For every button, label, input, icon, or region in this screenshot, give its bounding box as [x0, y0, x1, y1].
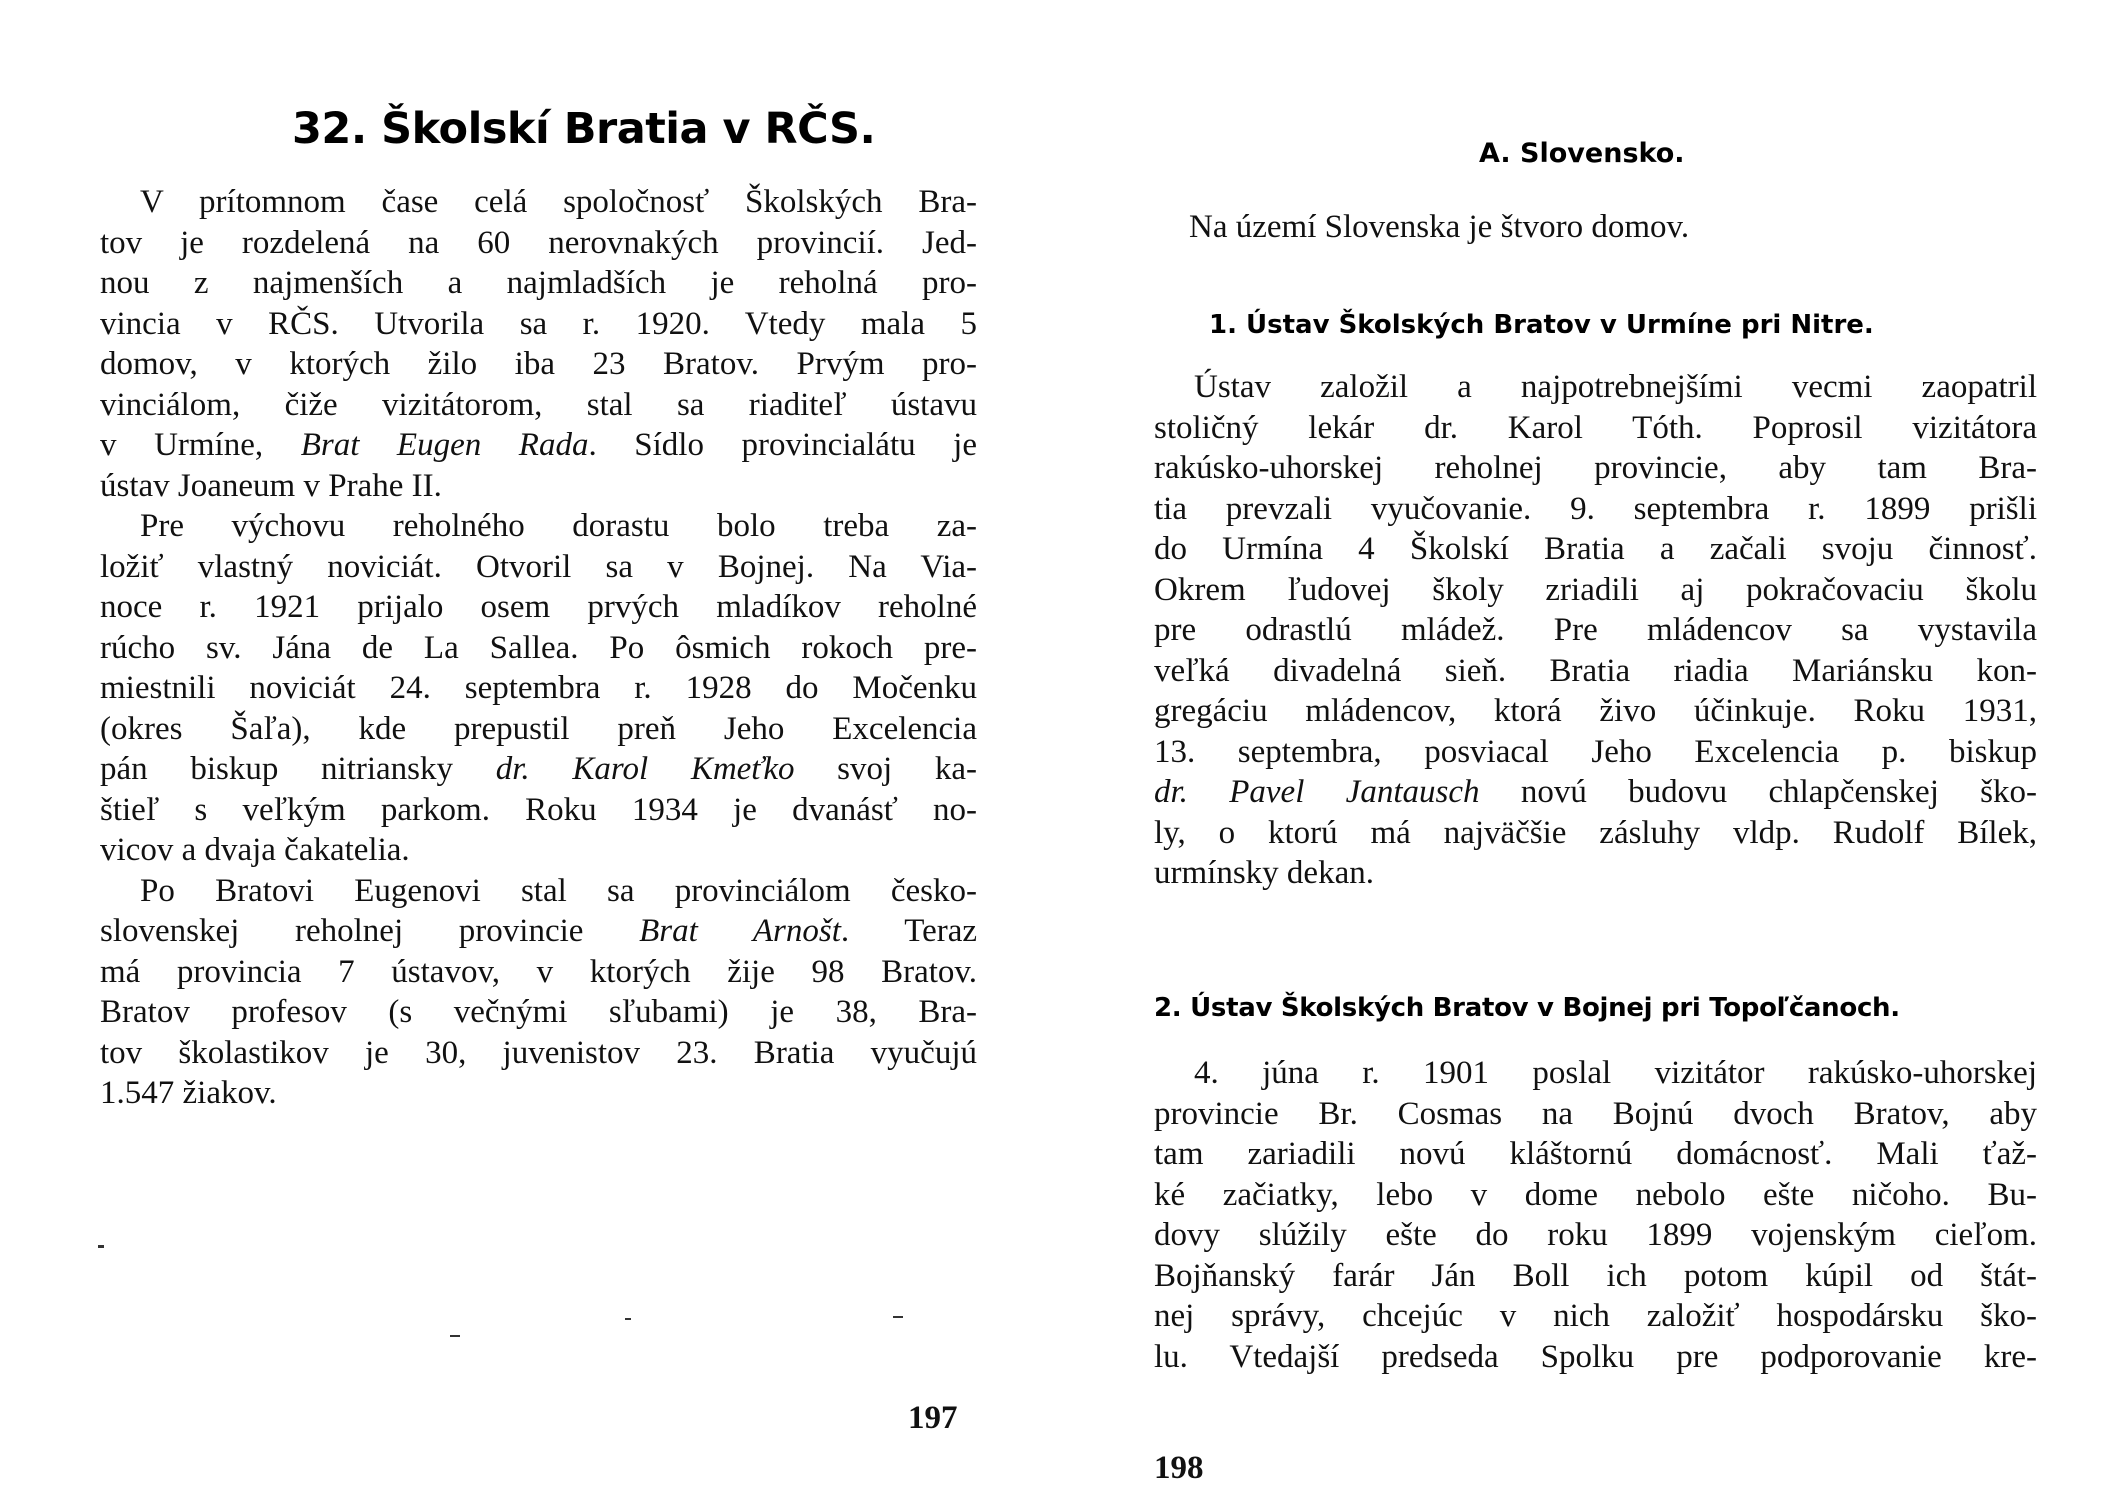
- text-line: V prítomnom čase celá spoločnosť Školských Bra-: [140, 184, 977, 220]
- text-line: pán biskup nitriansky dr. Karol Kmeťko svoj ka-: [100, 751, 977, 787]
- text-line: Okrem ľudovej školy zriadili aj pokračovaciu školu: [1154, 571, 2037, 608]
- text-line: v Urmíne, Brat Eugen Rada. Sídlo provincialátu je: [100, 427, 977, 463]
- text-line: Pre výchovu reholného dorastu bolo treba za-: [140, 508, 977, 544]
- text-line: ly, o ktorú má najväčšie zásluhy vldp. Rudolf Bílek,: [1154, 814, 2037, 851]
- text-line: ké začiatky, lebo v dome nebolo ešte ničoho. Bu-: [1154, 1176, 2037, 1213]
- section-heading-bojna: 2. Ústav Školských Bratov v Bojnej pri Topoľčanoch.: [1154, 993, 1900, 1023]
- page-number: 197: [908, 1400, 958, 1436]
- text-line: lu. Vtedajší predseda Spolku pre podporovanie kre-: [1154, 1338, 2037, 1375]
- text-line: dovy slúžily ešte do roku 1899 vojenským cieľom.: [1154, 1217, 2037, 1253]
- text-line: noce r. 1921 prijalo osem prvých mladíkov reholné: [100, 589, 977, 625]
- text-line: ústav Joaneum v Prahe II.: [100, 467, 442, 504]
- text-line: miestnili noviciát 24. septembra r. 1928 do Močenku: [100, 670, 977, 706]
- section-heading-urmin: 1. Ústav Školských Bratov v Urmíne pri Nitre.: [1209, 310, 1874, 340]
- text-line: stoličný lekár dr. Karol Tóth. Poprosil vizitátora: [1154, 409, 2037, 446]
- text-line: do Urmína 4 Školskí Bratia a začali svoju činnosť.: [1154, 531, 2037, 567]
- text-line: rakúsko-uhorskej reholnej provincie, aby tam Bra-: [1154, 450, 2037, 486]
- person-name: Brat Eugen Rada: [300, 427, 589, 463]
- text-line: tov školastikov je 30, juvenistov 23. Bratia vyučujú: [100, 1034, 977, 1071]
- text-line: 13. septembra, posviacal Jeho Excelencia p. biskup: [1154, 733, 2037, 770]
- section-text-bojna: [1154, 1053, 2037, 1377]
- text-line: vicov a dvaja čakatelia.: [100, 832, 410, 868]
- text-line: tia prevzali vyučovanie. 9. septembra r. 1899 prišli: [1154, 490, 2037, 527]
- text-line: tam zariadili novú kláštornú domácnosť. Mali ťaž-: [1154, 1136, 2037, 1172]
- text-line: ložiť vlastný noviciát. Otvoril sa v Bojnej. Na Via-: [100, 548, 977, 585]
- text-line: urmínsky dekan.: [1154, 855, 1374, 891]
- person-name: dr. Karol Kmeťko: [495, 751, 795, 787]
- text-line: (okres Šaľa), kde prepustil preň Jeho Excelencia: [100, 710, 977, 747]
- scan-speck: [625, 1318, 631, 1320]
- text-line: vinciálom, čiže vizitátorom, stal sa riaditeľ ústavu: [100, 386, 977, 423]
- scan-speck: [450, 1335, 460, 1337]
- scan-speck: [98, 1245, 104, 1248]
- page-number: 198: [1154, 1450, 1204, 1486]
- scan-speck: [893, 1316, 903, 1318]
- chapter-heading: 32. Školskí Bratia v RČS.: [292, 104, 876, 154]
- text-line: má provincia 7 ústavov, v ktorých žije 98 Bratov.: [100, 953, 977, 990]
- text-line: Po Bratovi Eugenovi stal sa provinciálom česko-: [140, 872, 977, 909]
- text-line: nej správy, chcejúc v nich založiť hospodársku ško-: [1154, 1298, 2037, 1334]
- text-line: Bojňanský farár Ján Boll ich potom kúpil od štát-: [1154, 1257, 2037, 1294]
- text-line: vincia v RČS. Utvorila sa r. 1920. Vtedy mala 5: [100, 305, 977, 342]
- text-line: pre odrastlú mládež. Pre mládencov sa vystavila: [1154, 612, 2037, 648]
- text-line: Bratov profesov (s večnými sľubami) je 38, Bra-: [100, 994, 977, 1030]
- person-name: dr. Pavel Jantausch: [1154, 774, 1480, 810]
- text-line: tov je rozdelená na 60 nerovnakých provincií. Jed-: [100, 224, 977, 261]
- region-heading: A. Slovensko.: [1479, 138, 1685, 169]
- text-line: slovenskej reholnej provincie Brat Arnošt. Teraz: [100, 913, 977, 949]
- text-line: nou z najmenších a najmladších je reholná pro-: [100, 265, 977, 301]
- right-page: [1054, 0, 2108, 1500]
- section-text-urmin: [1154, 367, 2037, 894]
- text-line: 1.547 žiakov.: [100, 1075, 277, 1111]
- text-line: provincie Br. Cosmas na Bojnú dvoch Bratov, aby: [1154, 1095, 2037, 1132]
- text-line: štieľ s veľkým parkom. Roku 1934 je dvanásť no-: [100, 791, 977, 828]
- text-line: dr. Pavel Jantausch novú budovu chlapčenskej ško-: [1154, 774, 2038, 810]
- text-line: rúcho sv. Jána de La Sallea. Po ôsmich rokoch pre-: [100, 629, 977, 666]
- text-line: veľká divadelná sieň. Bratia riadia Mariánsku kon-: [1154, 652, 2037, 689]
- person-name: Brat Arnošt: [639, 913, 841, 949]
- text-line: domov, v ktorých žilo iba 23 Bratov. Prvým pro-: [100, 346, 977, 382]
- intro-text: Na území Slovenska je štvoro domov.: [1189, 209, 1690, 245]
- left-body-text: [100, 182, 977, 1114]
- text-line: gregáciu mládencov, ktorá živo účinkuje. Roku 1931,: [1154, 693, 2037, 729]
- text-line: Ústav založil a najpotrebnejšími vecmi zaopatril: [1194, 369, 2037, 405]
- text-line: 4. júna r. 1901 poslal vizitátor rakúsko-uhorskej: [1194, 1055, 2037, 1091]
